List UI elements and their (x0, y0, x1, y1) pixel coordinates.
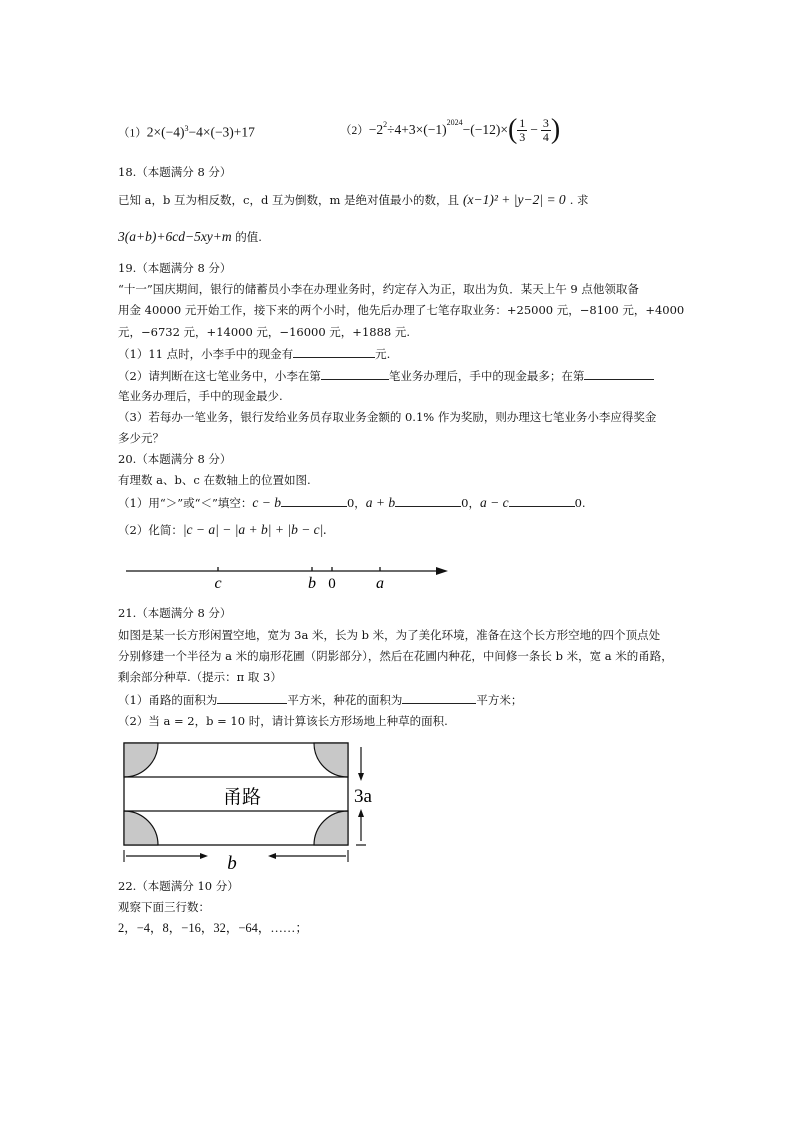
q18-condition: (x−1)² + |y−2| = 0 (463, 192, 566, 207)
q17-fraction-2: $\frac{3}{4}$ (542, 115, 549, 144)
q19-sub3: （3）若每办一笔业务，银行发给业务员存取业务金额的 0.1% 作为奖励，则办理这七笔业务小李应得奖金 (118, 410, 657, 424)
label-a: a (376, 575, 384, 592)
q18-text2: 3(a+b)+6cd−5xy+m 的值. (118, 229, 262, 244)
q18-text1: 已知 a，b 互为相反数，c，d 互为倒数，m 是绝对值最小的数，且 (x−1)² + |y−2| = 0 . 求 (118, 192, 589, 207)
length-label: b (227, 853, 237, 874)
road-label: 甬路 (222, 786, 262, 808)
label-zero: 0 (328, 576, 336, 592)
q17-p1-label: （1） (118, 127, 147, 140)
q20-sub1: （1）用“＞”或“＜”填空：c − b 0，a + b 0，a − c 0. (118, 495, 586, 510)
q17-paren-right: ) (550, 114, 561, 145)
q19-sub3-cont: 多少元？ (118, 431, 164, 445)
number-line-arrow (436, 567, 448, 575)
q19-sub2: （2）请判断在这七笔业务中，小李在第 笔业务办理后，手中的现金最多；在第 (118, 367, 654, 384)
q17-p2-a: −2 (368, 122, 384, 137)
q21-blank-1[interactable] (217, 691, 287, 704)
number-line (118, 556, 458, 596)
q21-header: 21.（本题满分 8 分） (118, 606, 232, 620)
q20-header: 20.（本题满分 8 分） (118, 452, 232, 466)
q21-blank-2[interactable] (402, 691, 476, 704)
q22-row-1: 2，−4，8，−16，32，−64，……； (118, 921, 308, 935)
q20-blank-3[interactable] (509, 494, 575, 507)
q20-sub2: （2）化简：|c − a| − |a + b| + |b − c|. (118, 522, 327, 537)
label-b: b (308, 575, 316, 592)
q17-p1-rest: −4×(−3)+17 (188, 124, 255, 140)
q18-header: 18.（本题满分 8 分） (118, 165, 232, 179)
q17-p2-b-exp: 2024 (446, 118, 463, 127)
q17-minus: − (530, 122, 538, 137)
q19-line-2: 用金 40000 元开始工作，接下来的两个小时，他先后办理了七笔存取业务：+25000 元，−8100 元，+4000 (118, 303, 685, 317)
q17-p1-exp: 3 (184, 124, 189, 133)
q20-blank-1[interactable] (281, 494, 347, 507)
q19-blank-2[interactable] (321, 367, 389, 380)
q21-line-3: 剩余部分种草.（提示：π 取 3） (118, 670, 282, 684)
q19-line-1: “十一”国庆期间，银行的储蓄员小李在办理业务时，约定存入为正，取出为负．某天上午 9 点他领取备 (118, 282, 639, 296)
q18-expression: 3(a+b)+6cd−5xy+m (118, 229, 232, 244)
q17-p2-b: ÷4+3×(−1) (387, 122, 447, 137)
q20-intro: 有理数 a、b、c 在数轴上的位置如图. (118, 473, 311, 487)
q22-intro: 观察下面三行数： (118, 900, 210, 914)
q19-sub1: （1）11 点时，小李手中的现金有 元. (118, 347, 391, 361)
q17-part1 (118, 124, 255, 141)
q20-simplify-expr: |c − a| − |a + b| + |b − c|. (182, 522, 327, 537)
q17-fraction-1: $\frac{1}{3}$ (519, 115, 526, 144)
q17-p2-a-exp: 2 (383, 120, 388, 129)
q19-blank-3[interactable] (584, 367, 654, 380)
q17-part2 (340, 116, 560, 144)
q21-sub1: （1）甬路的面积为 平方米，种花的面积为 平方米； (118, 693, 523, 707)
label-c: c (214, 575, 222, 592)
q22-header: 22.（本题满分 10 分） (118, 879, 239, 893)
q19-header: 19.（本题满分 8 分） (118, 261, 232, 275)
q21-sub2: （2）当 a = 2，b = 10 时，请计算该长方形场地上种草的面积. (118, 714, 448, 728)
q17-p2-c: −(−12)× (462, 122, 508, 137)
width-label: 3a (354, 786, 372, 807)
q21-line-1: 如图是某一长方形闲置空地，宽为 3a 米，长为 b 米，为了美化环境，准备在这个长方形空地的四个顶点处 (118, 628, 661, 642)
q19-sub2-cont: 笔业务办理后，手中的现金最少. (118, 389, 283, 403)
q19-blank-1[interactable] (293, 345, 375, 358)
q17-p2-label: （2） (340, 125, 369, 137)
garden-figure (118, 735, 388, 875)
q20-blank-2[interactable] (395, 494, 461, 507)
q17-p1-expr: 2×(−4) (146, 124, 185, 140)
q21-line-2: 分别修建一个半径为 a 米的扇形花圃（阴影部分），然后在花圃内种花，中间修一条长 b 米，宽 a 米的甬路， (118, 649, 673, 663)
q19-line-3: 元，−6732 元，+14000 元，−16000 元，+1888 元. (118, 325, 411, 339)
q17-paren-left: ( (507, 114, 518, 145)
